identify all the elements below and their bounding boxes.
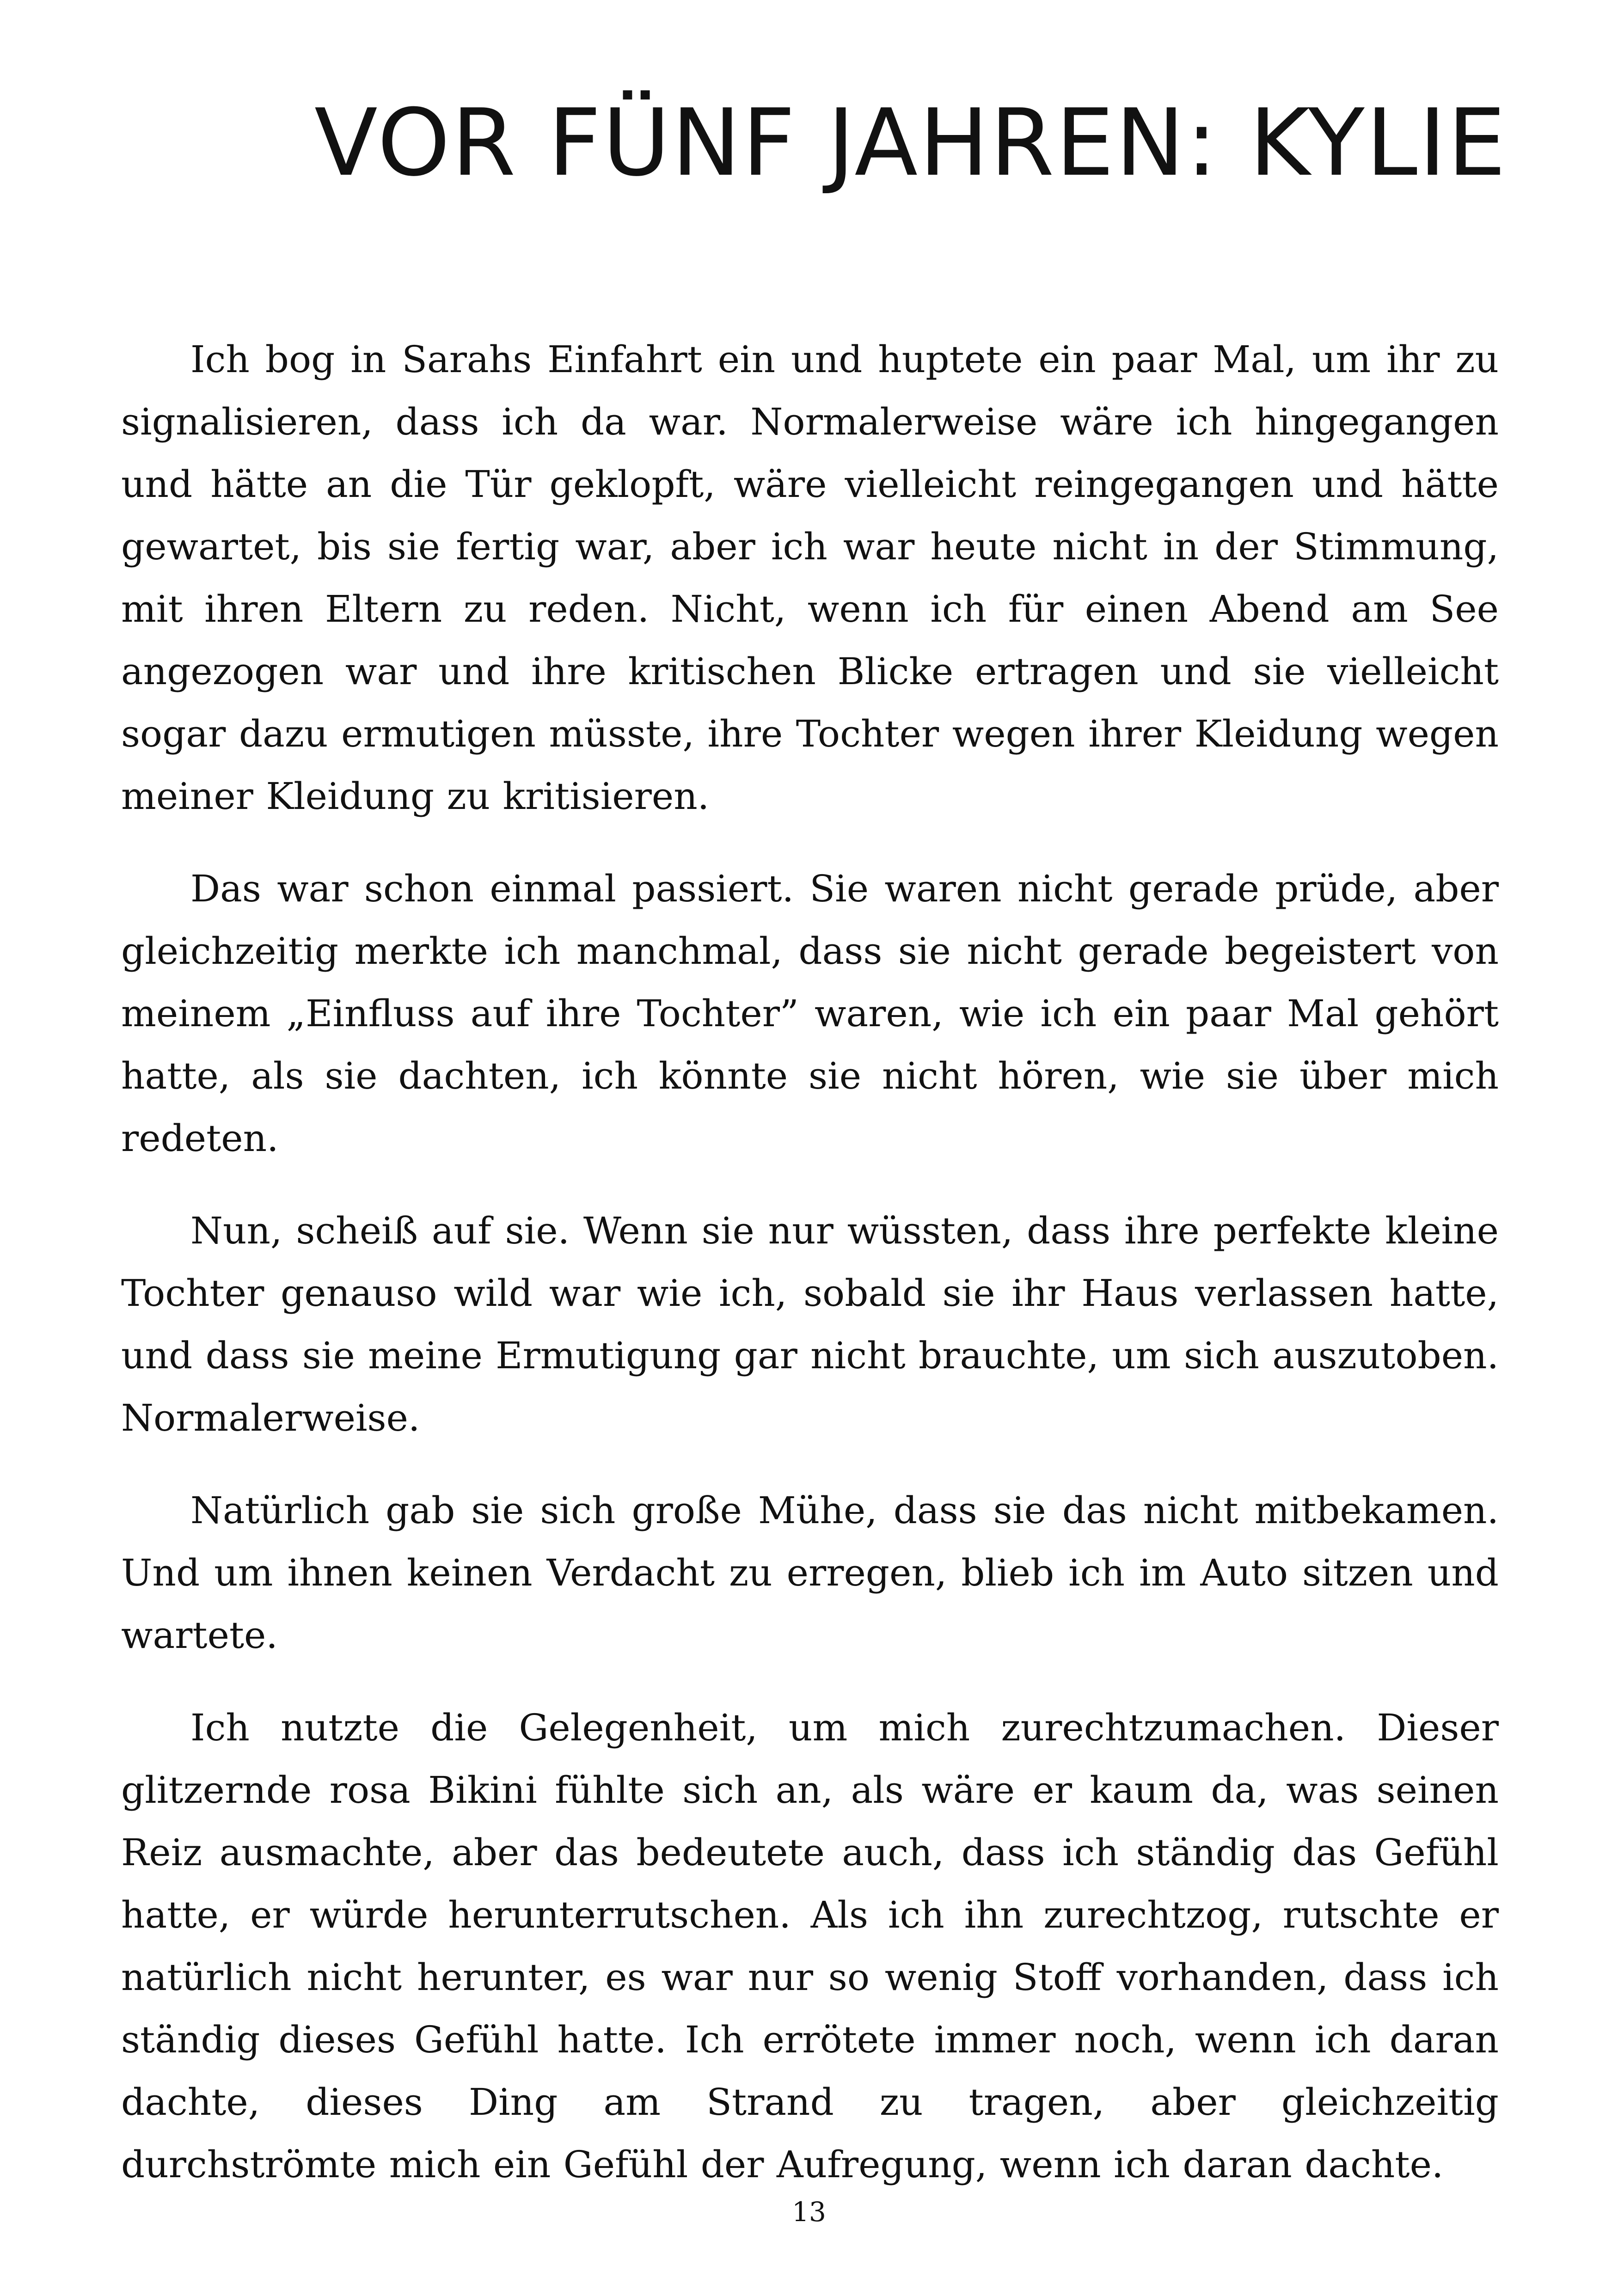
chapter-title: VOR FÜNF JAHREN: KYLIE (314, 89, 1508, 197)
paragraph: Natürlich gab sie sich große Mühe, dass sie das nicht mitbekamen. Und um ihnen keinen Verdacht zu erregen, blieb ich im Auto sitzen und wartete. (121, 1489, 1499, 1657)
paragraph: Ich bog in Sarahs Einfahrt ein und huptete ein paar Mal, um ihr zu signalisieren, dass ich da war. Normalerweise wäre ich hingegangen und hätte an die Tür geklopft, wäre vielleicht reingegangen und hätte gewartet, bis sie fertig war, aber ich war heute nicht in der Stimmung, mit ihren Eltern zu reden. Nicht, wenn ich für einen Abend am See angezogen war und ihre kritischen Blicke ertragen und sie vielleicht sogar dazu ermutigen müsste, ihre Tochter wegen ihrer Kleidung wegen meiner Kleidung zu kritisieren. (121, 338, 1499, 818)
paragraph: Ich nutzte die Gelegenheit, um mich zurechtzumachen. Dieser glitzernde rosa Bikini fühlte sich an, als wäre er kaum da, was seinen Reiz ausmachte, aber das bedeutete auch, dass ich ständig das Gefühl hatte, er würde herunterrutschen. Als ich ihn zurechtzog, rutschte er natürlich nicht herunter, es war nur so wenig Stoff vorhanden, dass ich ständig dieses Gefühl hatte. Ich errötete immer noch, wenn ich daran dachte, dieses Ding am Strand zu tragen, aber gleichzeitig durchströmte mich ein Gefühl der Aufregung, wenn ich daran dachte. (121, 1706, 1499, 2186)
paragraph: Nun, scheiß auf sie. Wenn sie nur wüssten, dass ihre perfekte kleine Tochter genauso wild war wie ich, sobald sie ihr Haus verlassen hatte, und dass sie meine Ermutigung gar nicht brauchte, um sich auszutoben. Normalerweise. (121, 1209, 1499, 1439)
page-number: 13 (792, 2196, 826, 2228)
chapter-body (121, 328, 1499, 2226)
paragraph: Das war schon einmal passiert. Sie waren nicht gerade prüde, aber gleichzeitig merkte ich manchmal, dass sie nicht gerade begeistert von meinem „Einfluss auf ihre Tochter” waren, wie ich ein paar Mal gehört hatte, als sie dachten, ich könnte sie nicht hören, wie sie über mich redeten. (121, 867, 1499, 1160)
